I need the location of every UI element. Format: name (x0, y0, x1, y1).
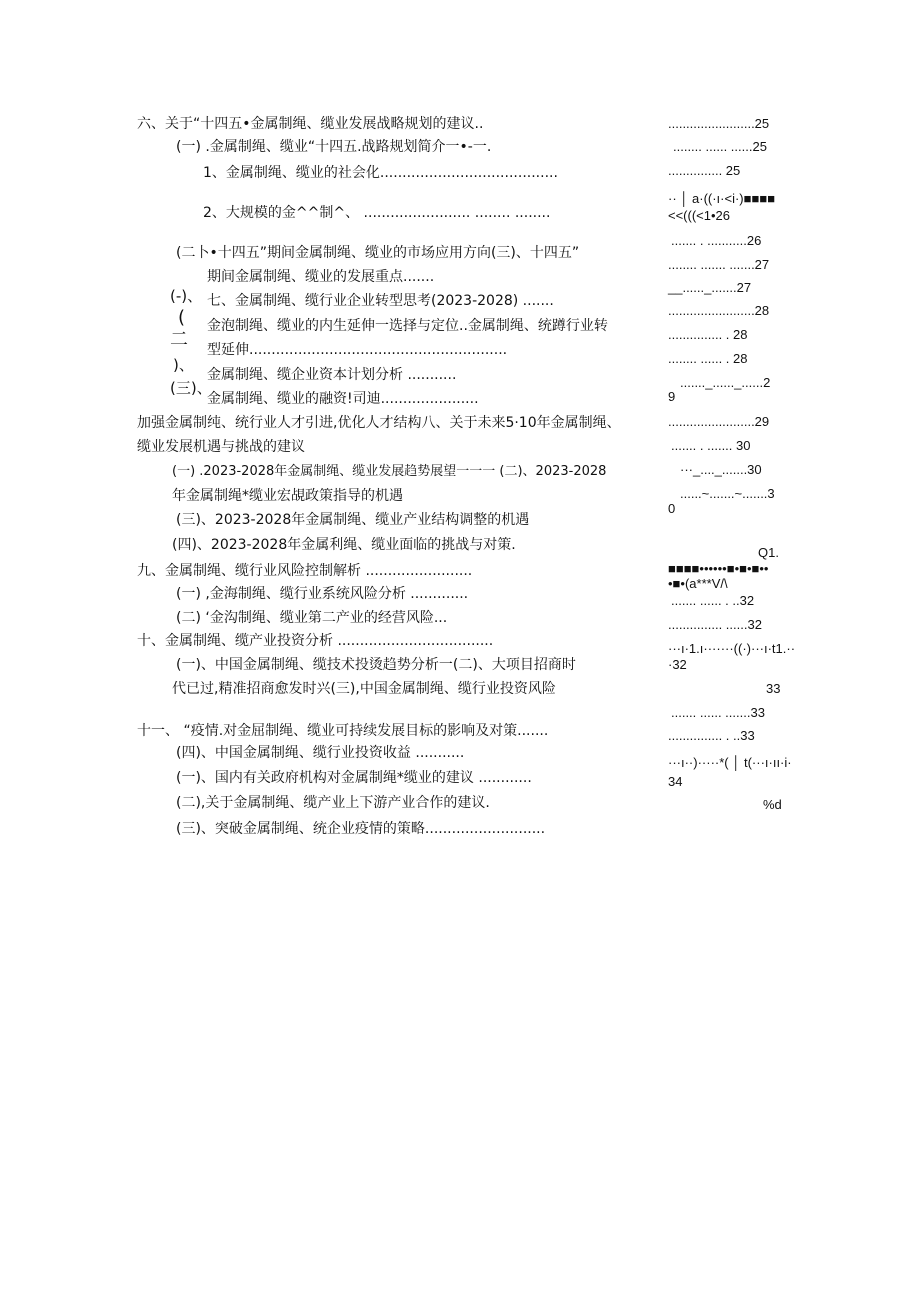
page-number: __......_.......27 (668, 280, 752, 295)
toc-entry: (一)、国内有关政府机构对金属制绳*缆业的建议 ............ (176, 770, 532, 786)
page-number: ........ ...... . 28 (668, 351, 748, 366)
toc-entry: 金属制绳、缆业的融资!司迪...................... (207, 391, 479, 407)
toc-entry: (一) .2023-2028年金属制绳、缆业发展趋势展望一一一 (二)、2023-2028 (172, 464, 607, 479)
toc-marker: 二 (170, 329, 188, 350)
page-number: 9 (668, 389, 676, 404)
toc-entry: 金泡制绳、缆业的内生延伸一选择与定位..金属制绳、统蹲行业转 (207, 318, 608, 334)
toc-entry: 年金属制绳*缆业宏覘政策指导的机遇 (172, 488, 403, 504)
page-number: ........................25 (668, 116, 770, 131)
page-number: ·32 (668, 657, 687, 672)
toc-entry: 1、金属制绳、缆业的社会化........................................ (203, 165, 558, 181)
page-number: ........ ...... ......25 (673, 139, 767, 154)
toc-entry-section-9: 九、金属制绳、缆行业风险控制解析 ........................ (137, 563, 473, 579)
toc-entry: (四)、中国金属制绳、缆行业投资收益 ........... (176, 745, 465, 761)
page-number: ......~.......~.......3 (680, 486, 775, 501)
page-number: ···ı··)·····*( │ t(···ı·ıı·i· (668, 755, 792, 770)
page-number: <<(((<1•26 (668, 208, 731, 223)
page-number: 0 (668, 501, 676, 516)
page-number: Q1. (758, 545, 779, 560)
page-number: ···ı·1.ı·······((·)···ı·t1.·· (668, 641, 796, 656)
toc-marker: )、 (173, 356, 194, 374)
toc-entry: (一) ,金海制绳、缆行业系统风险分析 ............. (176, 586, 469, 602)
page-number: ............... 25 (668, 163, 741, 178)
page-number: ....... ...... .......33 (671, 705, 765, 720)
page-number: ....... . ....... 30 (671, 438, 751, 453)
toc-entry-section-7: 七、金属制绳、缆行业企业转型思考(2023-2028) ....... (207, 293, 554, 309)
toc-entry-section-11: 十一、 “疫情.对金屈制绳、缆业可持续发展目标的影响及对策....... (137, 723, 549, 739)
page-number: ■■■■••••••■•■•■•• (668, 561, 769, 576)
page-number: ........................28 (668, 303, 770, 318)
toc-entry: (二),关于金属制绳、缆产业上下游产业合作的建议. (176, 795, 490, 811)
toc-marker: ( (178, 307, 186, 328)
page-number: ·· │ a·((·ı·<i·)■■■■ (668, 191, 776, 206)
page-number: ........ ....... .......27 (668, 257, 770, 272)
toc-entry: (一) .金属制绳、缆业“十四五.战路规划简介一•-一. (176, 139, 492, 155)
page-number: ···_...._.......30 (680, 462, 762, 477)
page-number: ............... . ..33 (668, 728, 755, 743)
page-number: •■•(a***V/\ (668, 576, 728, 591)
page-number: ....... ...... . ..32 (671, 593, 755, 608)
page-number: 33 (766, 681, 781, 696)
toc-entry: (二) ‘金沟制绳、缆业第二产业的经营风险... (176, 610, 448, 626)
page-number: ......._......_......2 (680, 375, 771, 390)
toc-entry: (一)、中国金属制绳、缆技术投烫趋势分析一(二)、大项目招商时 (176, 657, 576, 673)
toc-entry: 型延伸.......................................................... (207, 342, 508, 358)
page-number: ....... . ...........26 (671, 233, 762, 248)
page-number: ........................29 (668, 414, 770, 429)
page-number: ............... . 28 (668, 327, 748, 342)
toc-entry: 缆业发展机遇与挑战的建议 (137, 439, 305, 455)
toc-entry: (三)、突破金属制绳、统企业疫情的策略........................... (176, 821, 546, 837)
toc-marker: (-)、 (170, 287, 203, 305)
toc-entry: 2、大规模的金^^制^、 ........................ ........ ........ (203, 205, 551, 221)
page-number: ............... ......32 (668, 617, 762, 632)
toc-entry-section-6: 六、关于“十四五•金属制绳、缆业发展战略规划的建议.. (137, 116, 484, 132)
toc-entry: 金属制绳、缆企业资本计划分析 ........... (207, 367, 457, 383)
toc-entry-section-8: 加强金属制纯、统行业人才引进,优化人才结构八、关于未来5·10年金属制绳、 (137, 415, 621, 431)
page-number: %d (763, 797, 782, 812)
page-number: 34 (668, 774, 683, 789)
toc-marker: (三)、 (170, 379, 212, 397)
toc-entry: 代已过,精准招商愈发时兴(三),中国金属制绳、缆行业投资风险 (172, 681, 556, 697)
toc-entry: (三)、2023-2028年金属制绳、缆业产业结构调整的机遇 (176, 512, 530, 528)
toc-entry-section-10: 十、金属制绳、缆产业投资分析 ................................... (137, 633, 494, 649)
toc-entry: (四)、2023-2028年金属利绳、缆业面临的挑战与对策. (172, 537, 516, 553)
toc-entry: 期间金属制绳、缆业的发展重点....... (207, 269, 435, 285)
toc-entry: (二卜•十四五”期间金属制绳、缆业的市场应用方向(三)、十四五” (176, 245, 580, 261)
